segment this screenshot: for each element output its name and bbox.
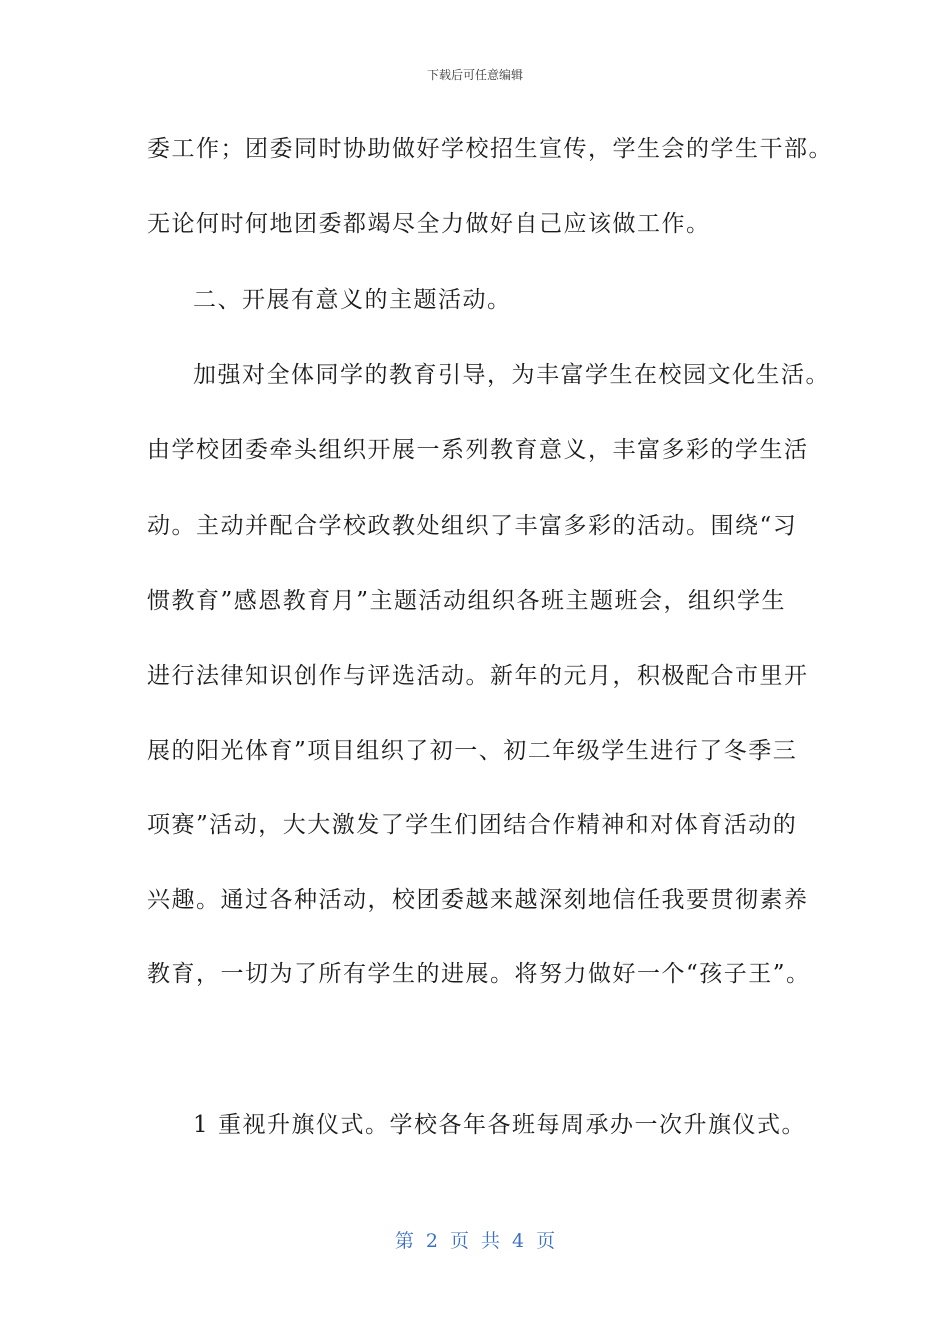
- paragraph-line: 动。主动并配合学校政教处组织了丰富多彩的活动。围绕“习: [147, 513, 798, 539]
- paragraph-line: 兴趣。通过各种活动，校团委越来越深刻地信任我要贯彻素养: [147, 887, 809, 913]
- page-header-note: 下载后可任意编辑: [426, 68, 523, 82]
- paragraph-line: 惯教育”感恩教育月”主题活动组织各班主题班会，组织学生: [147, 588, 787, 614]
- paragraph-line: 无论何时何地团委都竭尽全力做好自己应该做工作。: [147, 211, 711, 237]
- paragraph-line: 教育，一切为了所有学生的进展。将努力做好一个“孩子王”。: [147, 961, 811, 987]
- paragraph-line: 项赛”活动，大大激发了学生们团结合作精神和对体育活动的: [147, 812, 798, 838]
- paragraph-line: 进行法律知识创作与评选活动。新年的元月，积极配合市里开: [147, 663, 809, 689]
- paragraph-line: 展的阳光体育”项目组织了初一、初二年级学生进行了冬季三: [147, 738, 798, 764]
- paragraph-line: 委工作；团委同时协助做好学校招生宣传，学生会的学生干部。: [147, 136, 833, 162]
- paragraph-line: 加强对全体同学的教育引导，为丰富学生在校园文化生活。: [193, 362, 830, 388]
- list-item: 1 重视升旗仪式。学校各年各班每周承办一次升旗仪式。: [193, 1112, 806, 1138]
- section-heading: 二、开展有意义的主题活动。: [193, 287, 512, 313]
- page-number-footer: 第 2 页 共 4 页: [394, 1230, 556, 1252]
- paragraph-line: 由学校团委牵头组织开展一系列教育意义，丰富多彩的学生活: [147, 437, 809, 463]
